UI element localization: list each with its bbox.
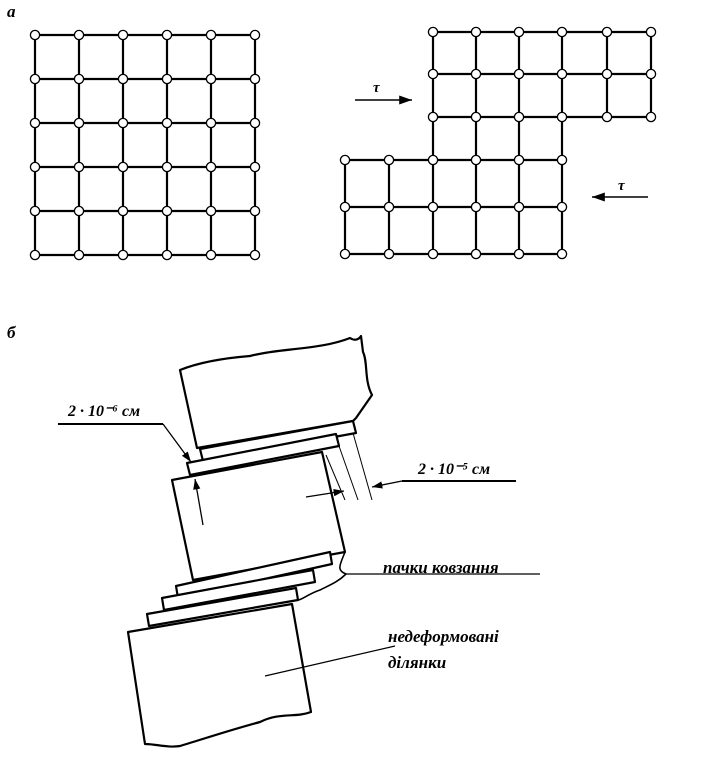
lattice-node	[602, 27, 611, 36]
lattice-node	[471, 69, 480, 78]
lattice-node	[118, 206, 127, 215]
lattice-node	[646, 27, 655, 36]
lattice-node	[206, 74, 215, 83]
lattice-node	[162, 162, 171, 171]
lattice-node	[118, 250, 127, 259]
lattice-node	[646, 112, 655, 121]
lattice-node	[30, 118, 39, 127]
lattice-node	[162, 206, 171, 215]
lattice-node	[250, 162, 259, 171]
sheared-lattice	[345, 32, 651, 254]
lattice-node	[30, 30, 39, 39]
lattice-node	[471, 202, 480, 211]
lattice-node	[602, 69, 611, 78]
lattice-node	[514, 27, 523, 36]
shear-symbol-right: τ	[618, 178, 625, 194]
lattice-node	[30, 250, 39, 259]
lattice-node	[471, 155, 480, 164]
lattice-node	[162, 74, 171, 83]
lattice-node	[162, 30, 171, 39]
lattice-node	[471, 249, 480, 258]
lattice-node	[250, 206, 259, 215]
lattice-node	[30, 206, 39, 215]
lattice-node	[340, 202, 349, 211]
lattice-node	[250, 74, 259, 83]
lattice-node	[74, 118, 83, 127]
lattice-node	[557, 249, 566, 258]
lattice-node	[514, 202, 523, 211]
lattice-node	[557, 155, 566, 164]
dim-small-pointer	[163, 424, 191, 462]
crystal-drawing	[128, 336, 372, 747]
lattice-node	[384, 202, 393, 211]
shear-symbol-left: τ	[373, 80, 380, 96]
lattice-node	[118, 118, 127, 127]
lattice-node	[557, 112, 566, 121]
lattice-node	[428, 27, 437, 36]
lattice-node	[428, 69, 437, 78]
lattice-node	[250, 30, 259, 39]
lattice-node	[514, 155, 523, 164]
lattice-node	[602, 112, 611, 121]
undeformed-label-line2: ділянки	[388, 653, 447, 672]
lattice-node	[514, 249, 523, 258]
lattice-node	[428, 112, 437, 121]
lattice-node	[74, 162, 83, 171]
lattice-node	[428, 155, 437, 164]
lattice-node	[118, 30, 127, 39]
slip-bands-label: пачки ковзання	[383, 558, 499, 577]
lattice-node	[428, 249, 437, 258]
lattice-node	[30, 162, 39, 171]
lattice-node	[471, 27, 480, 36]
lattice-node	[30, 74, 39, 83]
lattice-node	[557, 202, 566, 211]
lattice-node	[250, 250, 259, 259]
dim-large-label: 2 · 10⁻⁵ см	[418, 461, 491, 478]
lattice-node	[428, 202, 437, 211]
lattice-node	[514, 112, 523, 121]
dim-small-label: 2 · 10⁻⁶ см	[68, 403, 141, 420]
lattice-node	[384, 155, 393, 164]
lattice-node	[206, 118, 215, 127]
undeformed-lattice	[35, 35, 255, 255]
lattice-node	[162, 250, 171, 259]
lattice-node	[340, 155, 349, 164]
lattice-node	[74, 250, 83, 259]
lattice-node	[74, 206, 83, 215]
lattice-node	[340, 249, 349, 258]
lattice-node	[118, 74, 127, 83]
undeformed-label-line1: недеформовані	[388, 627, 499, 646]
lattice-node	[206, 30, 215, 39]
lattice-node	[557, 27, 566, 36]
panel-b-label: б	[7, 323, 16, 342]
lattice-node	[74, 74, 83, 83]
lattice-node	[162, 118, 171, 127]
panel-a-label: а	[7, 2, 16, 21]
lattice-node	[384, 249, 393, 258]
lattice-node	[557, 69, 566, 78]
dim-large-ext-3	[353, 433, 372, 500]
lattice-node	[206, 162, 215, 171]
lattice-node	[471, 112, 480, 121]
lattice-node	[514, 69, 523, 78]
dim-large-arrow-out	[372, 481, 402, 487]
lattice-node	[118, 162, 127, 171]
lattice-node	[646, 69, 655, 78]
lattice-node	[206, 206, 215, 215]
lattice-node	[250, 118, 259, 127]
lattice-node	[74, 30, 83, 39]
lattice-node	[206, 250, 215, 259]
